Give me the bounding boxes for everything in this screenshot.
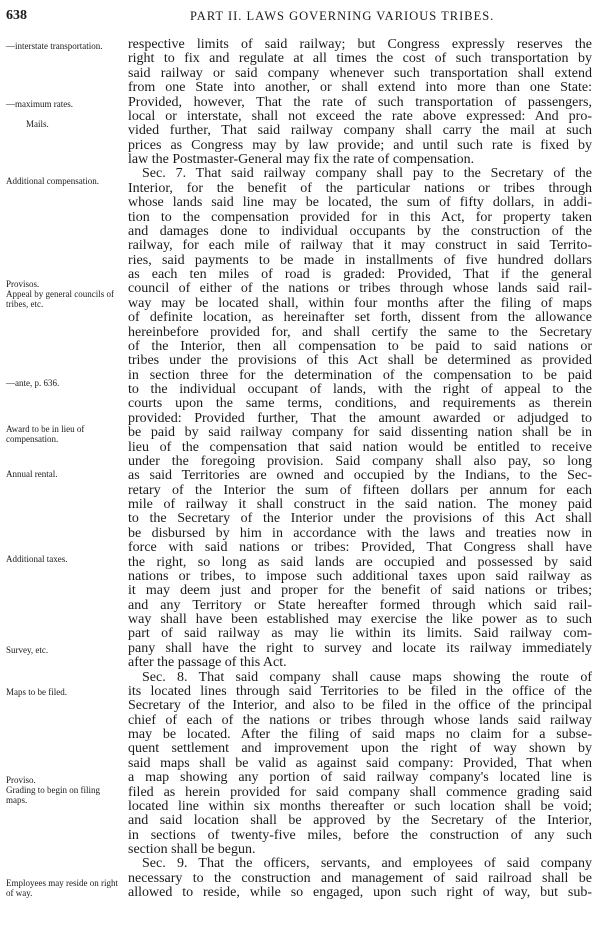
text-line: section shall be begun. <box>128 843 256 857</box>
text-line: way may be located shall, within four months after the filing of maps <box>128 296 592 311</box>
text-line: may be located. After the filing of said maps no claim for a subse- <box>128 728 592 742</box>
text-line: vided further, That said railway company shall carry the mail at such <box>128 124 592 139</box>
text-line: to the individual occupant of lands, with the right of appeal to the <box>128 383 592 397</box>
text-line: whose lands said line may be located, the sum of fifty dollars, in addi- <box>128 196 592 211</box>
text-line: be disbursed by him in accordance with the laws and treaties now in <box>128 526 592 541</box>
margin-note-ante: —ante, p. 636. <box>6 378 60 388</box>
text-line: to the Secretary of the Interior under the provisions of this Act shall <box>128 512 592 527</box>
running-head: PART II. LAWS GOVERNING VARIOUS TRIBES. <box>190 9 495 23</box>
text-line: local or interstate, shall not exceed the rate above expressed: And pro- <box>128 109 592 124</box>
margin-note-interstate-transportation: —interstate transportation. <box>6 41 103 51</box>
margin-note-additional-taxes: Additional taxes. <box>6 554 68 564</box>
text-line: courts upon the same terms, conditions, and requirements as therein <box>128 397 592 412</box>
text-line: its located lines through said Territories to be filed in the office of the <box>128 684 592 699</box>
text-line: chief of each of the nations or tribes through whose lands said railway <box>128 713 592 728</box>
text-line: and any Territory or State hereafter formed through which said rail- <box>128 598 592 613</box>
margin-note-award-in-lieu: Award to be in lieu of compensation. <box>6 424 85 444</box>
margin-note-appeal-by-councils: Appeal by general councils of tribes, etc. <box>6 289 114 309</box>
text-line: force with said nations or tribes: Provided, That Congress shall have <box>128 541 592 556</box>
margin-note-maps-to-be-filed: Maps to be filed. <box>6 687 67 697</box>
text-line: a map showing any portion of said railway company's located line is <box>128 771 592 786</box>
text-line: prices as Congress may by law provide; and until such rate is fixed by <box>128 138 592 153</box>
text-line: of definite location, as hereinafter set forth, dissent from the allowance <box>128 311 592 326</box>
page-header <box>0 4 600 30</box>
text-line: respective limits of said railway; but Congress expressly reserves the <box>128 38 592 52</box>
text-line: hereinbefore provided for, and shall certify the same to the Secretary <box>128 325 592 340</box>
text-line: from one State into another, or shall extend into more than one State: <box>128 81 592 96</box>
text-line: be paid by said railway company for said dissenting nation shall be in <box>128 426 592 441</box>
section-7-start: Sec. 7. That said railway company shall pay to the Secretary of the <box>142 167 592 182</box>
text-line: tribes under the provisions of this Act shall be determined as provided <box>128 354 592 369</box>
text-line: as said Territories are owned and occupied by the Indians, to the Sec- <box>128 469 592 484</box>
text-line: allowed to reside, while so engaged, upon such right of way, but sub- <box>128 886 592 901</box>
text-line: pany shall have the right to survey and locate its railway immediately <box>128 641 592 656</box>
text-line: said maps shall be valid as against said company: Provided, That when <box>128 756 592 771</box>
text-line: mile of railway it shall construct in the said nation. The money paid <box>128 498 592 512</box>
text-line: it may deem just and proper for the benefit of said nations or tribes; <box>128 584 592 599</box>
section-8-start: Sec. 8. That said company shall cause maps showing the route of <box>142 670 592 685</box>
text-line: as each ten miles of road is graded: Provided, That if the general <box>128 268 592 282</box>
text-line: in sections of twenty-five miles, before the construction of any such <box>128 828 592 843</box>
text-line: necessary to the construction and management of said railroad shall be <box>128 871 592 886</box>
text-line: council of either of the nations or tribes through whose lands said rail- <box>128 282 592 297</box>
text-line: Secretary of the Interior, and also to be filed in the office of the principal <box>128 699 592 714</box>
text-line: way shall have been established may exercise the like power as to such <box>128 613 592 627</box>
text-line: nations or tribes, to impose such additional taxes upon said railway as <box>128 569 592 584</box>
text-line: and damages done to individual occupants by the construction of the <box>128 224 592 239</box>
text-line: Interior, for the benefit of the particular nations or tribes through <box>128 181 592 196</box>
page-number: 638 <box>6 8 27 23</box>
margin-note-proviso: Proviso. <box>6 775 36 785</box>
text-line: filed as herein provided for said company shall commence grading said <box>128 785 592 800</box>
margin-note-employees: Employees may reside on right of way. <box>6 878 118 898</box>
text-line: under the foregoing provision. Said company shall also pay, so long <box>128 454 592 469</box>
margin-note-survey: Survey, etc. <box>6 645 49 655</box>
body-text <box>128 38 592 901</box>
text-line: law the Postmaster-General may fix the rate of compensation. <box>128 153 475 167</box>
margin-note-maximum-rates: —maximum rates. <box>6 99 73 109</box>
text-line: ries, said payments to be made in installments of five hundred dollars <box>128 253 592 268</box>
margin-note-additional-compensation: Additional compensation. <box>6 176 99 186</box>
text-line: tion to the compensation provided for in this Act, for property taken <box>128 210 592 225</box>
text-line: after the passage of this Act. <box>128 656 287 671</box>
margin-note-annual-rental: Annual rental. <box>6 469 58 479</box>
text-line: part of said railway as may lie within its limits. Said railway com- <box>128 627 592 642</box>
section-9-start: Sec. 9. That the officers, servants, and employees of said company <box>142 857 592 872</box>
margin-note-provisos: Provisos. <box>6 279 40 289</box>
text-line: quent settlement and improvement upon the right of way shown by <box>128 742 592 757</box>
text-line: in section three for the determination of the compensation to be paid <box>128 368 592 383</box>
text-line: Provided, however, That the rate of such transportation of passengers, <box>128 95 592 110</box>
text-line: the right, so long as said lands are occupied and possessed by said <box>128 555 592 570</box>
text-line: provided: Provided further, That the amount awarded or adjudged to <box>128 411 592 426</box>
text-line: said railway or said company whenever such transportation shall extend <box>128 66 592 81</box>
margin-note-mails: Mails. <box>26 119 49 129</box>
text-line: retary of the Interior the sum of fifteen dollars per annum for each <box>128 483 592 498</box>
text-line: located line within six months thereafter or such location shall be void; <box>128 799 592 814</box>
text-line: and said location shall be approved by the Secretary of the Interior, <box>128 814 592 829</box>
text-line: lieu of the compensation that said nation would be entitled to receive <box>128 440 592 455</box>
text-line: of the Interior, then all compensation to be paid to said nations or <box>128 339 592 354</box>
text-line: railway, for each mile of railway that it may construct in said Territo- <box>128 239 592 254</box>
margin-note-grading: Grading to begin on filing maps. <box>6 785 100 805</box>
text-line: right to fix and regulate at all times the cost of such transportation by <box>128 52 592 67</box>
